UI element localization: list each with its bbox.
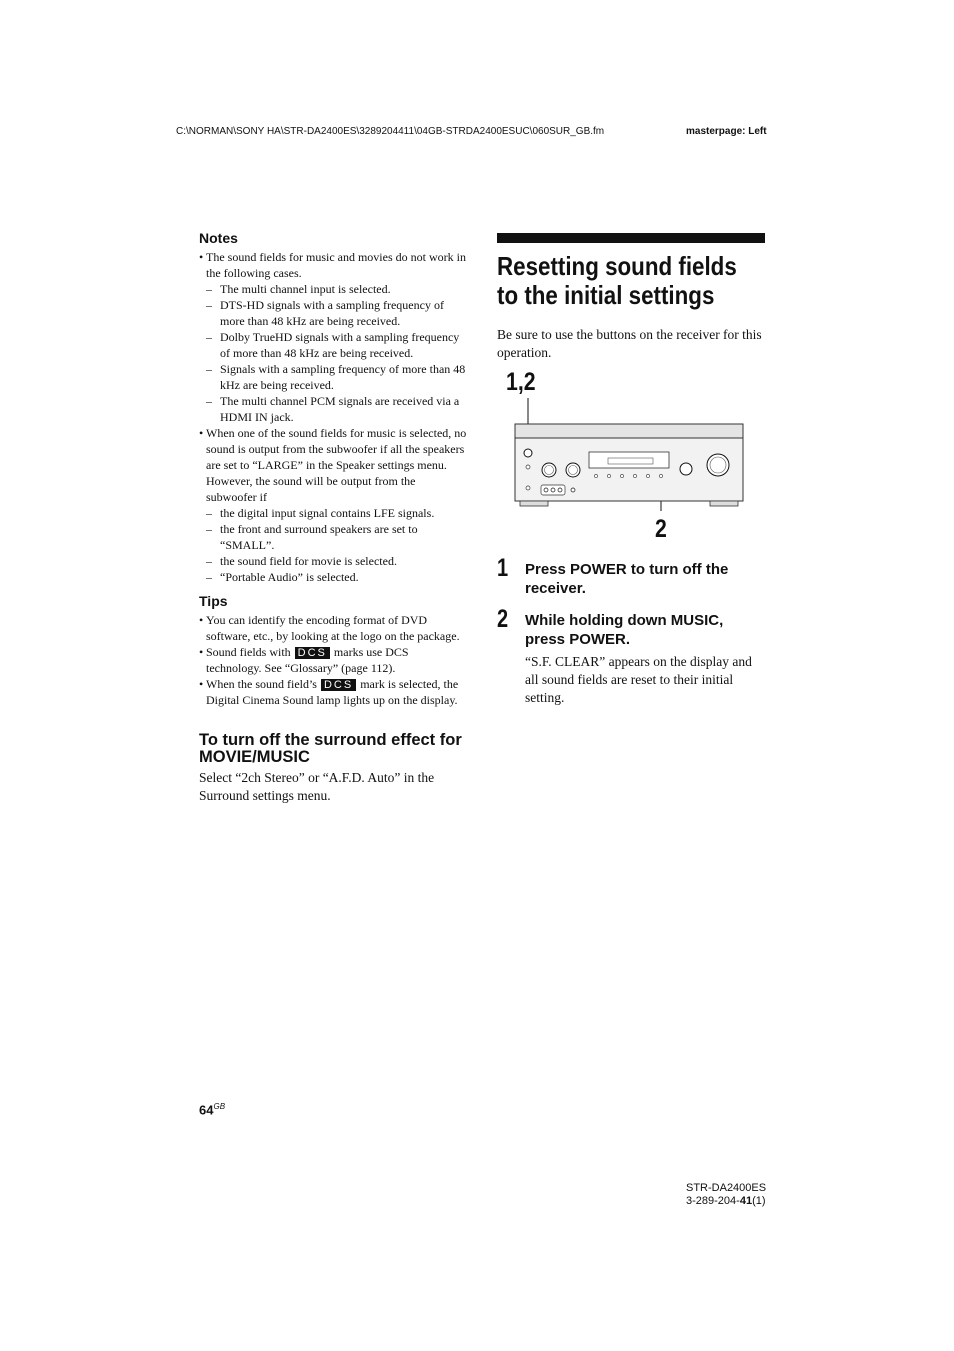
receiver-illustration [510, 396, 750, 511]
step-detail: “S.F. CLEAR” appears on the display and all sound fields are reset to their initial setting. [525, 654, 752, 705]
intro-text: Be sure to use the buttons on the receiver for this operation. [497, 327, 762, 360]
footer-model-code [686, 1182, 766, 1208]
note-item: – “Portable Audio” is selected. [199, 569, 467, 585]
header-file-path: C:\NORMAN\SONY HA\STR-DA2400ES\3289204411\04GB-STRDA2400ESUC\060SUR_GB.fm [176, 126, 605, 137]
tips-heading: Tips [199, 593, 228, 609]
power-button[interactable] [524, 449, 532, 457]
display-panel [608, 458, 653, 464]
tip-item [199, 612, 467, 644]
step-instruction: While holding down MUSIC, press POWER. [525, 612, 724, 648]
receiver-foot [710, 501, 738, 506]
section-title: Resetting sound fields to the initial settings [497, 251, 737, 310]
surround-off-heading: To turn off the surround effect for MOVIE/MUSIC [199, 731, 462, 766]
receiver-top-panel [515, 424, 743, 438]
page-number-value: 64 [199, 1102, 214, 1118]
figure-label-power: 1,2 [506, 368, 536, 396]
notes-heading: Notes [199, 230, 238, 246]
tip-text: You can identify the encoding format of DVD software, etc., by looking at the logo on the package. [206, 613, 460, 643]
tip-text: marks use DCS technology. See “Glossary” (page 112). [206, 645, 409, 675]
step-2 [497, 605, 765, 707]
tip-text: Sound fields with [206, 645, 294, 659]
footer-model: STR-DA2400ES [686, 1182, 767, 1194]
tip-item [199, 644, 467, 676]
note-item: – DTS-HD signals with a sampling frequency of more than 48 kHz are being received. [199, 297, 467, 329]
note-item: • The sound fields for music and movies do not work in the following cases. [199, 249, 467, 281]
receiver-foot [520, 501, 548, 506]
note-item: – the sound field for movie is selected. [199, 553, 467, 569]
note-item: – the digital input signal contains LFE signals. [199, 505, 467, 521]
note-item: – The multi channel PCM signals are received via a HDMI IN jack. [199, 393, 467, 425]
step-1 [497, 554, 765, 598]
surround-off-text: Select “2ch Stereo” or “A.F.D. Auto” in the Surround settings menu. [199, 770, 435, 803]
page-number [199, 1102, 225, 1117]
footer-code-pre: 3-289-204- [686, 1195, 740, 1207]
dcs-mark: DCS [321, 679, 356, 691]
note-item: – Signals with a sampling frequency of more than 48 kHz are being received. [199, 361, 467, 393]
left-column [199, 230, 467, 805]
volume-knob-inner [710, 457, 726, 473]
dcs-mark: DCS [295, 647, 330, 659]
step-number: 1 [497, 554, 509, 582]
note-item: – The multi channel input is selected. [199, 281, 467, 297]
tip-text: mark is selected, the Digital Cinema Sound lamp lights up on the display. [206, 677, 459, 707]
headphone-jack [526, 486, 530, 490]
footer-code [686, 1195, 766, 1208]
knob-inner [569, 466, 578, 475]
right-column [497, 233, 765, 362]
footer-code-bold: 41 [739, 1195, 753, 1207]
page-number-suffix: GB [213, 1102, 226, 1111]
tips-list [199, 612, 467, 708]
steps-section [497, 554, 765, 707]
tip-text: When the sound field’s [206, 677, 320, 691]
note-item: – Dolby TrueHD signals with a sampling frequency of more than 48 kHz are being received. [199, 329, 467, 361]
section-rule [497, 233, 765, 243]
note-item: – the front and surround speakers are set to “SMALL”. [199, 521, 467, 553]
note-item: However, the sound will be output from the subwoofer if [206, 474, 416, 504]
knob-inner [545, 466, 554, 475]
knob [680, 463, 692, 475]
tip-item [199, 676, 467, 708]
notes-list [199, 249, 467, 585]
note-item: • When one of the sound fields for music is selected, no sound is output from the subwoofer if all the speakers are set to “LARGE” in the Speaker settings menu. [199, 425, 467, 473]
step-instruction: Press POWER to turn off the receiver. [525, 561, 729, 597]
step-number: 2 [497, 605, 509, 633]
footer-code-post: (1) [752, 1195, 766, 1207]
header-masterpage: masterpage: Left [686, 126, 767, 137]
small-button [526, 465, 530, 469]
figure-label-music: 2 [655, 515, 667, 543]
